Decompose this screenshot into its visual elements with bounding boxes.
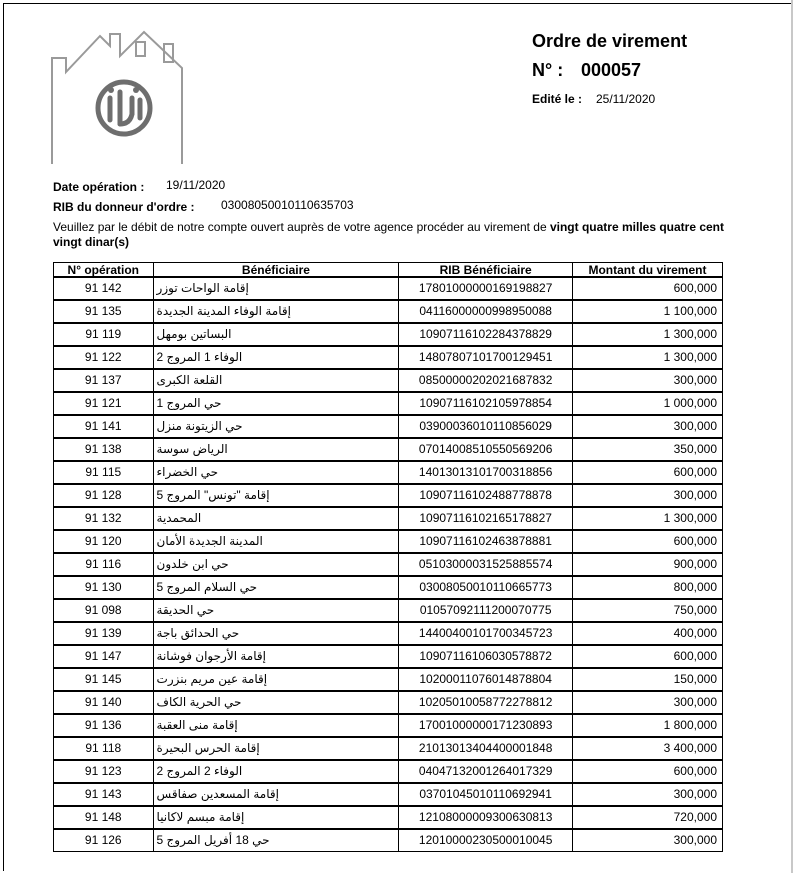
table-row — [54, 806, 723, 829]
table-row — [54, 415, 723, 438]
cell-beneficiary — [153, 829, 399, 852]
cell-operation: 91 132 — [54, 507, 154, 530]
cell-operation: 91 138 — [54, 438, 154, 461]
table-row — [54, 668, 723, 691]
table-row — [54, 714, 723, 737]
beneficiary-name: إقامة الواحات توزر — [156, 281, 249, 295]
cell-amount: 1 300,000 — [572, 507, 722, 530]
cell-amount: 350,000 — [572, 438, 722, 461]
cell-operation: 91 139 — [54, 622, 154, 645]
cell-beneficiary — [153, 668, 399, 691]
cell-operation: 91 116 — [54, 553, 154, 576]
cell-amount: 300,000 — [572, 829, 722, 852]
cell-amount: 600,000 — [572, 530, 722, 553]
cell-rib: 10907116102165178827 — [399, 507, 573, 530]
table-row — [54, 645, 723, 668]
cell-beneficiary — [153, 461, 399, 484]
cell-rib: 10907116102284378829 — [399, 323, 573, 346]
rib-donneur-value: 03008050010110635703 — [221, 198, 354, 212]
beneficiary-name: الوفاء 1 المروج 2 — [156, 350, 243, 364]
logo-emblem-icon — [48, 28, 188, 164]
cell-operation: 91 148 — [54, 806, 154, 829]
table-row — [54, 829, 723, 852]
beneficiary-name: القلعة الكبرى — [156, 373, 223, 387]
beneficiary-name: إقامة عين مريم بنزرت — [156, 672, 268, 686]
beneficiary-name: حي المروج 1 — [156, 396, 222, 410]
header-rib: RIB Bénéficiaire — [399, 263, 573, 278]
cell-beneficiary — [153, 392, 399, 415]
beneficiary-name: إقامة المسعدين صفاقس — [156, 787, 279, 801]
table-row — [54, 392, 723, 415]
cell-operation: 91 145 — [54, 668, 154, 691]
document-title: Ordre de virement — [532, 31, 688, 51]
cell-rib: 03008050010110665773 — [399, 576, 573, 599]
cell-operation: 91 147 — [54, 645, 154, 668]
cell-amount: 720,000 — [572, 806, 722, 829]
cell-beneficiary — [153, 530, 399, 553]
company-logo — [48, 28, 188, 164]
table-row — [54, 553, 723, 576]
cell-beneficiary — [153, 714, 399, 737]
cell-beneficiary — [153, 369, 399, 392]
transfers-table — [53, 262, 723, 852]
cell-beneficiary — [153, 438, 399, 461]
beneficiary-name: حي الخضراء — [156, 465, 219, 479]
edited-date: 25/11/2020 — [596, 92, 656, 106]
beneficiary-name: حي ابن خلدون — [156, 557, 229, 571]
cell-amount: 1 000,000 — [572, 392, 722, 415]
cell-rib: 17001000000171230893 — [399, 714, 573, 737]
cell-rib: 12108000009300630813 — [399, 806, 573, 829]
cell-beneficiary — [153, 691, 399, 714]
cell-rib: 21013013404400001848 — [399, 737, 573, 760]
beneficiary-name: إقامة الوفاء المدينة الجديدة — [156, 304, 291, 318]
cell-amount: 600,000 — [572, 645, 722, 668]
cell-amount: 300,000 — [572, 691, 722, 714]
beneficiary-name: الرياض سوسة — [156, 442, 228, 456]
cell-beneficiary — [153, 553, 399, 576]
cell-beneficiary — [153, 277, 399, 300]
header-operation: N° opération — [54, 263, 154, 278]
beneficiary-name: حي السلام المروج 5 — [156, 580, 258, 594]
cell-rib: 10907116106030578872 — [399, 645, 573, 668]
cell-amount: 750,000 — [572, 599, 722, 622]
cell-operation: 91 115 — [54, 461, 154, 484]
cell-beneficiary — [153, 599, 399, 622]
cell-amount: 150,000 — [572, 668, 722, 691]
cell-operation: 91 142 — [54, 277, 154, 300]
beneficiary-name: حي 18 أفريل المروج 5 — [156, 833, 270, 847]
cell-amount: 600,000 — [572, 760, 722, 783]
cell-operation: 91 143 — [54, 783, 154, 806]
edited-label: Edité le : — [532, 92, 583, 106]
cell-beneficiary — [153, 300, 399, 323]
cell-amount: 600,000 — [572, 461, 722, 484]
cell-operation: 91 121 — [54, 392, 154, 415]
cell-beneficiary — [153, 415, 399, 438]
beneficiary-name: حي الحرية الكاف — [156, 695, 242, 709]
table-row — [54, 737, 723, 760]
cell-rib: 01057092111200070775 — [399, 599, 573, 622]
cell-beneficiary — [153, 346, 399, 369]
cell-beneficiary — [153, 484, 399, 507]
table-row — [54, 507, 723, 530]
cell-beneficiary — [153, 760, 399, 783]
cell-amount: 800,000 — [572, 576, 722, 599]
cell-amount: 300,000 — [572, 415, 722, 438]
cell-beneficiary — [153, 323, 399, 346]
table-row — [54, 461, 723, 484]
cell-rib: 10907116102463878881 — [399, 530, 573, 553]
cell-beneficiary — [153, 737, 399, 760]
table-row — [54, 783, 723, 806]
cell-operation: 91 120 — [54, 530, 154, 553]
cell-operation: 91 128 — [54, 484, 154, 507]
beneficiary-name: حي الزيتونة منزل — [156, 419, 243, 433]
cell-rib: 04116000000998950088 — [399, 300, 573, 323]
cell-operation: 91 135 — [54, 300, 154, 323]
cell-amount: 1 300,000 — [572, 346, 722, 369]
beneficiary-name: إقامة الحرس البحيرة — [156, 741, 260, 755]
cell-amount: 300,000 — [572, 369, 722, 392]
cell-amount: 1 100,000 — [572, 300, 722, 323]
cell-rib: 05103000031525885574 — [399, 553, 573, 576]
date-operation-value: 19/11/2020 — [166, 178, 226, 192]
cell-beneficiary — [153, 806, 399, 829]
cell-beneficiary — [153, 783, 399, 806]
cell-rib: 10907116102105978854 — [399, 392, 573, 415]
table-row — [54, 622, 723, 645]
transfer-instruction — [53, 220, 733, 250]
table-row — [54, 599, 723, 622]
cell-beneficiary — [153, 622, 399, 645]
instruction-text: Veuillez par le débit de notre compte ouvert auprès de votre agence procéder au virement de — [53, 220, 550, 234]
beneficiary-name: إقامة منى العقبة — [156, 718, 238, 732]
cell-rib: 14400400101700345723 — [399, 622, 573, 645]
cell-rib: 14807807101700129451 — [399, 346, 573, 369]
cell-amount: 1 300,000 — [572, 323, 722, 346]
cell-operation: 91 118 — [54, 737, 154, 760]
table-row — [54, 576, 723, 599]
beneficiary-name: المدينة الجديدة الأمان — [156, 534, 263, 548]
table-row — [54, 277, 723, 300]
cell-operation: 91 137 — [54, 369, 154, 392]
cell-operation: 91 119 — [54, 323, 154, 346]
cell-rib: 03701045010110692941 — [399, 783, 573, 806]
beneficiary-name: حي الحديقة — [156, 603, 215, 617]
table-row — [54, 691, 723, 714]
instruction-amount-words: vingt quatre milles quatre cent vingt dinar(s) — [53, 220, 725, 249]
cell-rib: 14013013101700318856 — [399, 461, 573, 484]
cell-amount: 1 800,000 — [572, 714, 722, 737]
cell-rib: 03900036010110856029 — [399, 415, 573, 438]
cell-rib: 12010000230500010045 — [399, 829, 573, 852]
cell-rib: 07014008510550569206 — [399, 438, 573, 461]
cell-operation: 91 122 — [54, 346, 154, 369]
header-amount: Montant du virement — [572, 263, 722, 278]
beneficiary-name: إقامة مبسم لاكانيا — [156, 810, 245, 824]
table-row — [54, 346, 723, 369]
cell-rib: 04047132001264017329 — [399, 760, 573, 783]
cell-beneficiary — [153, 576, 399, 599]
cell-operation: 91 123 — [54, 760, 154, 783]
table-row — [54, 323, 723, 346]
cell-beneficiary — [153, 645, 399, 668]
cell-operation: 91 140 — [54, 691, 154, 714]
cell-rib: 10205010058772278812 — [399, 691, 573, 714]
cell-beneficiary — [153, 507, 399, 530]
table-row — [54, 760, 723, 783]
cell-amount: 900,000 — [572, 553, 722, 576]
cell-operation: 91 130 — [54, 576, 154, 599]
cell-rib: 10200011076014878804 — [399, 668, 573, 691]
table-row — [54, 369, 723, 392]
cell-rib: 17801000000169198827 — [399, 277, 573, 300]
rib-donneur-label: RIB du donneur d'ordre : — [53, 200, 195, 214]
beneficiary-name: إقامة الأرجوان فوشانة — [156, 649, 266, 663]
table-row — [54, 438, 723, 461]
order-number-label: N° : — [532, 60, 564, 80]
order-number: 000057 — [581, 60, 642, 80]
cell-operation: 91 098 — [54, 599, 154, 622]
beneficiary-name: الوفاء 2 المروج 2 — [156, 764, 243, 778]
cell-operation: 91 136 — [54, 714, 154, 737]
table-row — [54, 300, 723, 323]
cell-operation: 91 126 — [54, 829, 154, 852]
cell-amount: 300,000 — [572, 484, 722, 507]
table-row — [54, 530, 723, 553]
cell-rib: 10907116102488778878 — [399, 484, 573, 507]
cell-amount: 600,000 — [572, 277, 722, 300]
table-row — [54, 484, 723, 507]
beneficiary-name: حي الحدائق باجة — [156, 626, 240, 640]
beneficiary-name: المحمدية — [156, 511, 202, 525]
header-beneficiary: Bénéficiaire — [153, 263, 399, 278]
cell-operation: 91 141 — [54, 415, 154, 438]
cell-amount: 300,000 — [572, 783, 722, 806]
beneficiary-name: البساتين بومهل — [156, 327, 232, 341]
cell-amount: 3 400,000 — [572, 737, 722, 760]
cell-rib: 08500000202021687832 — [399, 369, 573, 392]
beneficiary-name: إقامة "تونس" المروج 5 — [156, 488, 270, 502]
table-header-row — [54, 263, 723, 278]
date-operation-label: Date opération : — [53, 180, 145, 194]
cell-amount: 400,000 — [572, 622, 722, 645]
